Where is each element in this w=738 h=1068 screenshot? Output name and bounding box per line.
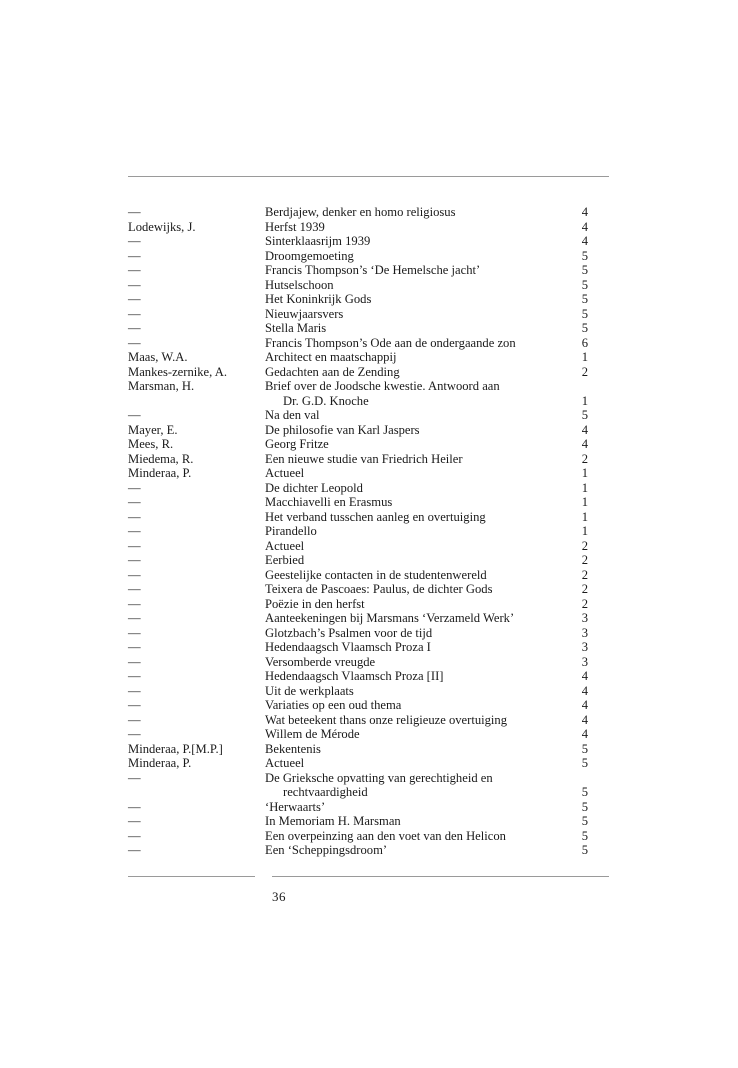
entry-author: — xyxy=(128,843,141,857)
entry-issue-number: 2 xyxy=(581,582,588,596)
entry-issue-number: 5 xyxy=(581,785,588,799)
entry-issue-number: 2 xyxy=(581,596,588,611)
top-rule xyxy=(128,176,609,177)
entry-title-line: Dr. G.D. Knoche xyxy=(283,393,369,408)
entry-issue-number: 4 xyxy=(581,422,588,437)
entry-title xyxy=(265,756,572,771)
entry-title xyxy=(265,771,572,800)
entry-author: — xyxy=(128,524,141,538)
entry-title-line: Uit de werkplaats xyxy=(265,683,354,698)
entry-title-line: Variaties op een oud thema xyxy=(265,698,402,712)
entry-author: — xyxy=(128,582,141,596)
index-entry xyxy=(128,684,588,699)
entry-author: — xyxy=(128,727,141,741)
entry-title xyxy=(265,582,572,597)
entry-issue-number: 5 xyxy=(581,306,588,321)
entry-issue-number: 6 xyxy=(581,335,588,350)
entry-issue-number: 4 xyxy=(581,219,588,234)
footer-rule-right xyxy=(272,876,609,877)
entry-title xyxy=(265,234,572,249)
index-entry xyxy=(128,321,588,336)
entry-author: Mayer, E. xyxy=(128,422,178,437)
index-entry xyxy=(128,843,588,858)
entry-author: — xyxy=(128,814,141,828)
entry-author: Minderaa, P. xyxy=(128,466,192,480)
entry-title xyxy=(265,655,572,670)
index-entry xyxy=(128,481,588,496)
entry-title-line: Nieuwjaarsvers xyxy=(265,306,344,321)
entry-title-line: Een nieuwe studie van Friedrich Heiler xyxy=(265,451,463,466)
index-entry xyxy=(128,524,588,539)
entry-title-line: Herfst 1939 xyxy=(265,219,325,234)
entry-title-line: Een overpeinzing aan den voet van den Helicon xyxy=(265,828,506,843)
entry-title xyxy=(265,698,572,713)
entry-issue-number: 5 xyxy=(581,799,588,814)
entry-author: — xyxy=(128,248,141,263)
entry-issue-number: 4 xyxy=(581,683,588,698)
entry-author: — xyxy=(128,234,141,248)
entry-title-line: rechtvaardigheid xyxy=(283,785,368,799)
entry-title xyxy=(265,452,572,467)
entry-author: — xyxy=(128,698,141,712)
index-entry xyxy=(128,655,588,670)
entry-title xyxy=(265,727,572,742)
entry-title-line: Wat beteekent thans onze religieuze overtuiging xyxy=(265,712,508,727)
entry-author: — xyxy=(128,321,141,335)
index-entry xyxy=(128,756,588,771)
entry-issue-number: 5 xyxy=(581,277,588,292)
entry-title xyxy=(265,597,572,612)
footer-rule-left xyxy=(128,876,255,877)
entry-title xyxy=(265,713,572,728)
entry-title xyxy=(265,336,572,351)
index-entry xyxy=(128,640,588,655)
entry-title xyxy=(265,423,572,438)
entry-title-line: Hutselschoon xyxy=(265,277,334,292)
index-entry xyxy=(128,466,588,481)
index-entry xyxy=(128,249,588,264)
entry-title-line: De Grieksche opvatting van gerechtigheid en xyxy=(265,770,493,785)
entry-title xyxy=(265,437,572,452)
entry-author: — xyxy=(128,205,141,219)
entry-issue-number: 3 xyxy=(581,654,588,669)
entry-author: — xyxy=(128,654,141,669)
entry-title-line: Francis Thompson’s ‘De Hemelsche jacht’ xyxy=(265,263,481,277)
index-entry xyxy=(128,814,588,829)
index-entry xyxy=(128,365,588,380)
entry-issue-number: 4 xyxy=(581,205,588,219)
entry-title xyxy=(265,669,572,684)
entry-author: — xyxy=(128,625,141,640)
index-entry xyxy=(128,568,588,583)
entry-title xyxy=(265,278,572,293)
entry-title xyxy=(265,220,572,235)
entry-title-line: De dichter Leopold xyxy=(265,480,363,495)
index-entry xyxy=(128,234,588,249)
entry-title xyxy=(265,742,572,757)
entry-issue-number: 2 xyxy=(581,553,588,567)
entry-author: — xyxy=(128,306,141,321)
entry-author: — xyxy=(128,509,141,524)
entry-title xyxy=(265,379,572,408)
entry-issue-number: 2 xyxy=(581,567,588,582)
entry-author: — xyxy=(128,669,141,683)
index-entry xyxy=(128,278,588,293)
entry-issue-number: 3 xyxy=(581,611,588,625)
entry-title xyxy=(265,292,572,307)
entry-title-line: Actueel xyxy=(265,538,305,553)
entry-title xyxy=(265,626,572,641)
entry-author: — xyxy=(128,263,141,277)
entry-title xyxy=(265,568,572,583)
index-entry xyxy=(128,742,588,757)
entry-title-line: In Memoriam H. Marsman xyxy=(265,814,401,828)
entry-title-line: Het Koninkrijk Gods xyxy=(265,292,372,306)
entry-title-line: Stella Maris xyxy=(265,321,327,335)
entry-title-line: Poëzie in den herfst xyxy=(265,596,365,611)
entry-title-line: Macchiavelli en Erasmus xyxy=(265,495,393,509)
entry-title-line: ‘Herwaarts’ xyxy=(265,799,326,814)
entry-issue-number: 5 xyxy=(581,248,588,263)
index-entry xyxy=(128,307,588,322)
entry-author: — xyxy=(128,596,141,611)
entry-issue-number: 4 xyxy=(581,712,588,727)
index-entry xyxy=(128,510,588,525)
index-entry xyxy=(128,626,588,641)
entry-title-line: Het verband tusschen aanleg en overtuiging xyxy=(265,509,486,524)
entry-title xyxy=(265,814,572,829)
entry-author: — xyxy=(128,538,141,553)
entry-title xyxy=(265,611,572,626)
entry-title-line: Teixera de Pascoaes: Paulus, de dichter Gods xyxy=(265,582,493,596)
index-entry xyxy=(128,220,588,235)
entry-issue-number: 5 xyxy=(581,756,588,770)
entry-title xyxy=(265,495,572,510)
index-entry xyxy=(128,539,588,554)
entry-author: Marsman, H. xyxy=(128,379,195,393)
entry-title xyxy=(265,307,572,322)
entry-author: Mankes-zernike, A. xyxy=(128,364,227,379)
entry-issue-number: 4 xyxy=(581,698,588,712)
entry-title-line: Een ‘Scheppingsdroom’ xyxy=(265,843,388,857)
entry-title xyxy=(265,466,572,481)
entry-issue-number: 1 xyxy=(581,466,588,480)
entry-issue-number: 1 xyxy=(581,524,588,538)
entry-author: — xyxy=(128,480,141,495)
entry-issue-number: 5 xyxy=(581,814,588,828)
entry-issue-number: 5 xyxy=(581,292,588,306)
entry-issue-number: 2 xyxy=(581,364,588,379)
entry-issue-number: 2 xyxy=(581,451,588,466)
index-entry xyxy=(128,423,588,438)
entry-author: — xyxy=(128,640,141,654)
entry-title-line: Architect en maatschappij xyxy=(265,350,397,364)
entry-title xyxy=(265,263,572,278)
entry-author: — xyxy=(128,335,141,350)
entry-issue-number: 5 xyxy=(581,843,588,857)
entry-title-line: Gedachten aan de Zending xyxy=(265,364,400,379)
index-entry xyxy=(128,597,588,612)
entry-title-line: Bekentenis xyxy=(265,741,321,756)
entry-issue-number: 3 xyxy=(581,640,588,654)
entry-author: Mees, R. xyxy=(128,437,174,451)
entry-issue-number: 5 xyxy=(581,408,588,422)
entry-issue-number: 4 xyxy=(581,727,588,741)
entry-title-line: Hedendaagsch Vlaamsch Proza I xyxy=(265,640,431,654)
entry-author: — xyxy=(128,611,141,625)
entry-issue-number: 5 xyxy=(581,741,588,756)
index-entry xyxy=(128,669,588,684)
entry-author: Maas, W.A. xyxy=(128,350,188,364)
entry-issue-number: 4 xyxy=(581,234,588,248)
entry-author: — xyxy=(128,277,141,292)
index-entry xyxy=(128,205,588,220)
entry-title-line: Actueel xyxy=(265,756,305,770)
entry-title xyxy=(265,524,572,539)
entry-author: — xyxy=(128,567,141,582)
entry-author: — xyxy=(128,770,141,785)
entry-title-line: De philosofie van Karl Jaspers xyxy=(265,422,420,437)
entry-issue-number: 2 xyxy=(581,538,588,553)
entry-title-line: Actueel xyxy=(265,466,305,480)
entry-issue-number: 5 xyxy=(581,828,588,843)
index-entry xyxy=(128,771,588,800)
entry-title xyxy=(265,800,572,815)
entry-author: — xyxy=(128,495,141,509)
entry-author: Minderaa, P.[M.P.] xyxy=(128,741,223,756)
entry-title xyxy=(265,481,572,496)
entry-issue-number: 1 xyxy=(581,495,588,509)
entry-author: — xyxy=(128,828,141,843)
index-entry xyxy=(128,553,588,568)
index-entry xyxy=(128,829,588,844)
entry-title-line: Berdjajew, denker en homo religiosus xyxy=(265,205,456,219)
index-entry xyxy=(128,379,588,408)
author-index-list xyxy=(128,205,588,858)
entry-title-line: Versomberde vreugde xyxy=(265,654,376,669)
index-entry xyxy=(128,263,588,278)
entry-issue-number: 1 xyxy=(581,509,588,524)
entry-title-line: Willem de Mérode xyxy=(265,727,360,741)
entry-issue-number: 4 xyxy=(581,437,588,451)
entry-title xyxy=(265,205,572,220)
entry-author: — xyxy=(128,799,141,814)
index-entry xyxy=(128,495,588,510)
index-entry xyxy=(128,350,588,365)
entry-title-line: Pirandello xyxy=(265,524,317,538)
index-entry xyxy=(128,713,588,728)
index-entry xyxy=(128,437,588,452)
entry-title-line: Glotzbach’s Psalmen voor de tijd xyxy=(265,625,433,640)
entry-author: — xyxy=(128,553,141,567)
entry-author: Lodewijks, J. xyxy=(128,219,196,234)
entry-title xyxy=(265,321,572,336)
entry-title xyxy=(265,539,572,554)
entry-issue-number: 1 xyxy=(581,350,588,364)
index-entry xyxy=(128,727,588,742)
index-entry xyxy=(128,698,588,713)
index-entry xyxy=(128,336,588,351)
entry-author: Minderaa, P. xyxy=(128,756,192,770)
entry-title-line: Droomgemoeting xyxy=(265,248,354,263)
index-entry xyxy=(128,408,588,423)
entry-issue-number: 4 xyxy=(581,669,588,683)
entry-author: — xyxy=(128,712,141,727)
entry-author: — xyxy=(128,683,141,698)
entry-title-line: Brief over de Joodsche kwestie. Antwoord aan xyxy=(265,379,500,393)
entry-title xyxy=(265,843,572,858)
index-entry xyxy=(128,452,588,467)
entry-title-line: Francis Thompson’s Ode aan de ondergaande zon xyxy=(265,335,516,350)
entry-author: — xyxy=(128,408,141,422)
entry-title-line: Georg Fritze xyxy=(265,437,329,451)
entry-title xyxy=(265,640,572,655)
entry-title xyxy=(265,350,572,365)
entry-title xyxy=(265,829,572,844)
entry-author: Miedema, R. xyxy=(128,451,194,466)
entry-title xyxy=(265,249,572,264)
entry-author: — xyxy=(128,292,141,306)
entry-title xyxy=(265,408,572,423)
index-entry xyxy=(128,800,588,815)
index-entry xyxy=(128,292,588,307)
entry-title-line: Geestelijke contacten in de studentenwereld xyxy=(265,567,487,582)
entry-issue-number: 5 xyxy=(581,321,588,335)
entry-title xyxy=(265,365,572,380)
entry-title xyxy=(265,553,572,568)
entry-issue-number: 1 xyxy=(581,393,588,408)
entry-issue-number: 5 xyxy=(581,263,588,277)
index-entry xyxy=(128,582,588,597)
index-entry xyxy=(128,611,588,626)
entry-title xyxy=(265,684,572,699)
entry-issue-number: 1 xyxy=(581,480,588,495)
entry-title-line: Aanteekeningen bij Marsmans ‘Verzameld Werk’ xyxy=(265,611,515,625)
page-number: 36 xyxy=(272,889,286,904)
entry-title-line: Sinterklaasrijm 1939 xyxy=(265,234,371,248)
entry-title-line: Hedendaagsch Vlaamsch Proza [II] xyxy=(265,669,444,683)
entry-title-line: Eerbied xyxy=(265,553,305,567)
entry-issue-number: 3 xyxy=(581,625,588,640)
entry-title xyxy=(265,510,572,525)
entry-title-line: Na den val xyxy=(265,408,320,422)
